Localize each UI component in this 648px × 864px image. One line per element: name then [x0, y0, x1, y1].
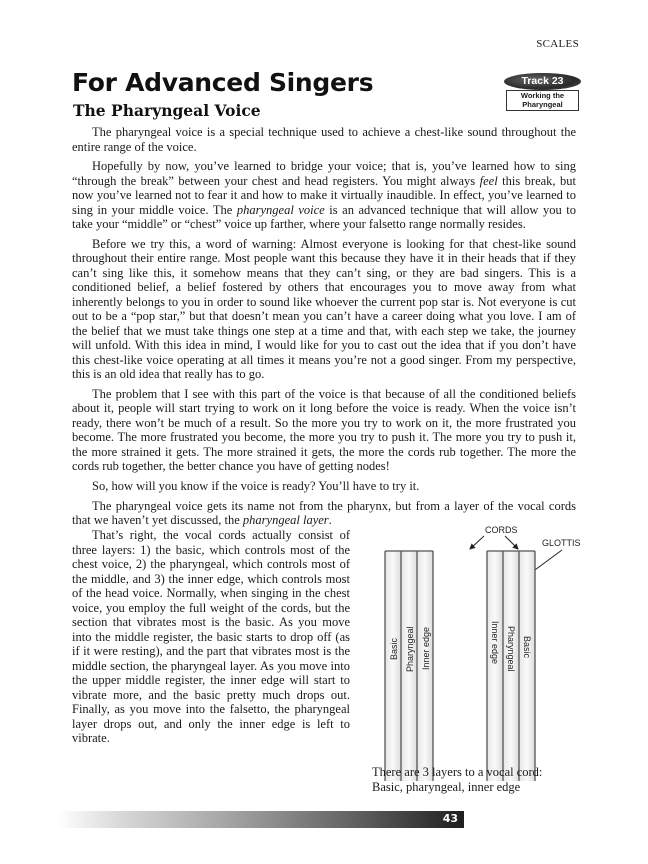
right-label-inner-edge: Inner edge [490, 621, 500, 665]
page-number: 43 [442, 812, 458, 825]
paragraph-2-emphasis-feel: feel [479, 173, 498, 188]
cords-arrow-right [505, 536, 518, 549]
left-label-pharyngeal: Pharyngeal [405, 626, 415, 672]
cords-arrow-left [470, 536, 484, 549]
track-badge [504, 73, 581, 111]
page-title: For Advanced Singers [72, 68, 374, 97]
paragraph-6-text-b: . [328, 513, 332, 527]
column-text [72, 528, 350, 746]
paragraph-3: Before we try this, a word of warning: Almost everyone is looking for that chest-like sound throughout their entire range. Most people want this because they have it in their heads that if they can’t sing like this, it somehow means that they can’t sing, or they are bad singers. This is a conditioned belief, a belief fostered by others that encourages you to move away from what inherently belongs to you in order to sound like whoever the current pop star is. Not everyone is cut out to be a “pop star,” but that doesn’t mean you can’t have a career doing what you love. I am of the belief that we must take things one step at a time and that, with each step we take, the journey will unfold. With this idea in mind, I would like for you to cast out the idea that if you don’t have this chest-like voice operating at all times it means you’re not a good singer. From my perspective, this is an old idea that really has to go. [72, 236, 576, 381]
track-description-line2: Pharyngeal [522, 99, 563, 109]
body-text [72, 125, 576, 479]
paragraph-1: The pharyngeal voice is a special technique used to achieve a chest-like sound throughout the entire range of the voice. [72, 125, 576, 154]
right-vocal-cord [487, 551, 535, 781]
track-number: Track 23 [504, 73, 581, 90]
footer-bar [58, 811, 464, 828]
right-cord-layer-inner-edge [487, 551, 503, 781]
paragraph-2-text-a: Hopefully by now, you’ve learned to bridge your voice; that is, you’ve learned how to sing “through the break” between your chest and head registers. You might always [72, 159, 576, 188]
left-label-basic: Basic [389, 637, 399, 660]
paragraph-4: The problem that I see with this part of the voice is that because of all the conditioned beliefs about it, people will start trying to work on it long before the voice is ready. When the voice isn’t ready, there won’t be much of a result. So the more you try to work on it, the more frustrated you become. The more frustrated you become, the more you try to push it. The more you try to push it, the more strained it gets. The more strained it gets, the more the cords rub together. The more the cords rub together, the better chance you have of getting nodes! [72, 386, 576, 473]
label-glottis: GLOTTIS [542, 538, 581, 548]
paragraph-6-text-a: The pharyngeal voice gets its name not from the pharynx, but from a layer of the vocal cords that we haven’t yet discussed, the [72, 498, 576, 527]
paragraph-2-text-b: this break, but now you’ve learned not to fear it and how to make it virtually inaudible. In effect, you’ve learned to sing in your middle voice. The [72, 173, 576, 217]
paragraph-2-text-c: is an advanced technique that will allow you to take your “middle” or “chest” voice up farther, where your falsetto range normally resides. [72, 202, 576, 231]
paragraph-2 [72, 159, 576, 232]
paragraph-5: So, how will you know if the voice is ready? You’ll have to try it. [92, 479, 420, 493]
track-description [506, 90, 579, 111]
left-label-inner-edge: Inner edge [421, 626, 431, 670]
paragraph-7: That’s right, the vocal cords actually consist of three layers: 1) the basic, which controls most of the chest voice, 2) the pharyngeal, which controls most of the middle, and 3) the inner edge, which controls most of the head voice. Normally, when singing in the chest voice, you employ the full weight of the cords, but the section that vibrates most is the basic. As you move into the middle register, the basic starts to drop off (as if it were resting), and the part that vibrates most is the middle section, the pharyngeal layer. As you move into the upper middle register, the inner edge will start to vibrate more, and the basic pretty much drops out. Finally, as you move into the falsetto, the pharyngeal layer drops out, and only the inner edge is left to vibrate. [72, 528, 350, 745]
left-cord-layer-basic [385, 551, 401, 781]
right-label-basic: Basic [522, 636, 532, 659]
paragraph-6-emphasis: pharyngeal layer [242, 513, 329, 527]
right-cord-layer-basic [519, 551, 535, 781]
label-cords: CORDS [485, 525, 518, 535]
section-subtitle: The Pharyngeal Voice [73, 101, 261, 120]
paragraph-2-emphasis-term: pharyngeal voice [236, 202, 325, 217]
figure-caption-line1: There are 3 layers to a vocal cord: [372, 765, 543, 779]
vocal-cord-diagram [370, 520, 610, 795]
figure-caption [372, 765, 542, 795]
right-label-pharyngeal: Pharyngeal [506, 626, 516, 672]
left-vocal-cord [385, 551, 433, 781]
figure-caption-line2: Basic, pharyngeal, inner edge [372, 780, 521, 794]
track-description-line1: Working the [520, 91, 565, 100]
running-head: SCALES [536, 38, 579, 50]
